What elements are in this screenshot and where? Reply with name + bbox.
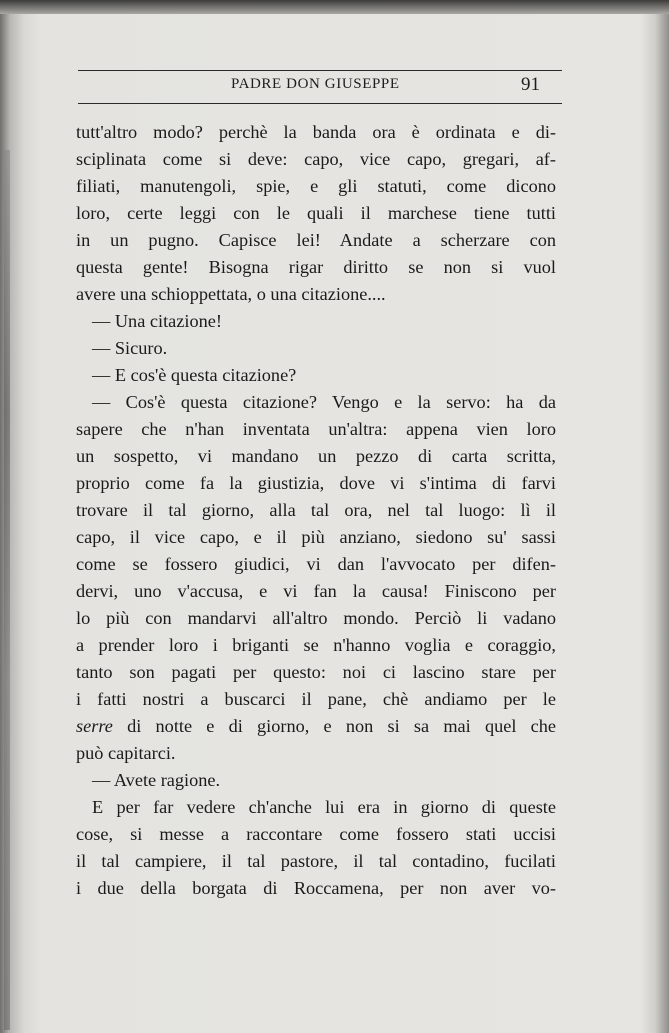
italic-word-serre: serre [76, 716, 113, 736]
dialogue-line: — Cos'è questa citazione? Vengo e la servo: ha da [92, 392, 556, 412]
page-number: 91 [521, 74, 540, 95]
dialogue-line: — E cos'è questa citazione? [92, 365, 297, 385]
text-line: questa gente! Bisogna rigar diritto se non si vuol [76, 257, 556, 277]
text-line: i due della borgata di Roccamena, per non aver vo- [76, 878, 556, 898]
text-line: avere una schioppettata, o una citazione.... [76, 284, 386, 304]
dialogue-line: — Avete ragione. [92, 770, 221, 790]
header-rule-top [78, 70, 562, 71]
text-line: trovare il tal giorno, alla tal ora, nel tal luogo: lì il [76, 500, 556, 520]
text-line: cose, si messe a raccontare come fossero stati uccisi [76, 824, 556, 844]
text-line: loro, certe leggi con le quali il marchese tiene tutti [76, 203, 556, 223]
text-line: filiati, manutengoli, spie, e gli statuti, come dicono [76, 176, 556, 196]
text-line: capo, il vice capo, e il più anziano, siedono su' sassi [76, 527, 556, 547]
dialogue-line: — Una citazione! [92, 311, 222, 331]
running-title: PADRE DON GIUSEPPE [231, 76, 400, 92]
text-line: sciplinata come si deve: capo, vice capo, gregari, af- [76, 149, 556, 169]
text-line: sapere che n'han inventata un'altra: appena vien loro [76, 419, 556, 439]
text-line: serre di notte e di giorno, e non si sa mai quel che [76, 716, 556, 736]
scan-top-shadow [0, 0, 669, 14]
text-line: in un pugno. Capisce lei! Andate a scherzare con [76, 230, 556, 250]
text-line: i fatti nostri a buscarci il pane, chè andiamo per le [76, 689, 556, 709]
binding-edge [4, 150, 10, 1030]
text-line: come se fossero giudici, vi dan l'avvocato per difen- [76, 554, 556, 574]
text-line: a prender loro i briganti se n'hanno voglia e coraggio, [76, 635, 556, 655]
text-line: un sospetto, vi mandano un pezzo di carta scritta, [76, 446, 556, 466]
text-line: tanto son pagati per questo: noi ci lascino stare per [76, 662, 556, 682]
text-line: il tal campiere, il tal pastore, il tal contadino, fucilati [76, 851, 556, 871]
text-line: tutt'altro modo? perchè la banda ora è ordinata e di- [76, 122, 556, 142]
text-line: può capitarci. [76, 743, 176, 763]
header-rule-bottom [78, 103, 562, 104]
text-line: proprio come fa la giustizia, dove vi s'intima di farvi [76, 473, 556, 493]
dialogue-line: — Sicuro. [92, 338, 168, 358]
text-line: lo più con mandarvi all'altro mondo. Perciò li vadano [76, 608, 556, 628]
paragraph-first-line: E per far vedere ch'anche lui era in giorno di queste [92, 797, 556, 817]
text-line: dervi, uno v'accusa, e vi fan la causa! Finiscono per [76, 581, 556, 601]
